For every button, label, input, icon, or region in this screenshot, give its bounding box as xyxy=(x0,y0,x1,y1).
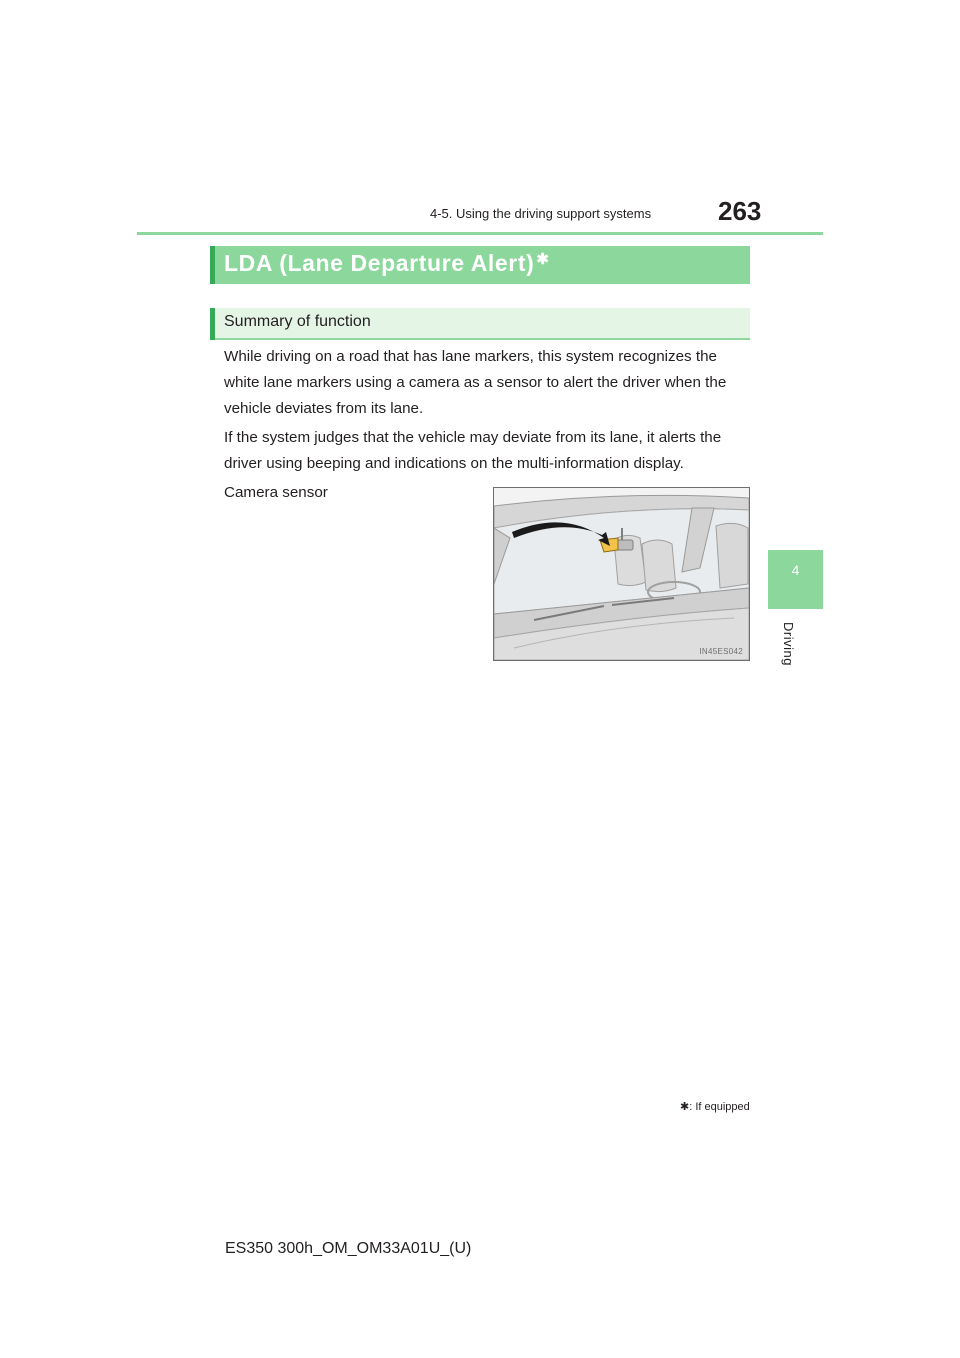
chapter-tab xyxy=(768,550,823,609)
figure-label: Camera sensor xyxy=(224,484,328,501)
header-rule xyxy=(137,232,823,235)
page-number: 263 xyxy=(718,196,762,226)
footnote xyxy=(680,1100,750,1113)
footer-document-code: ES350 300h_OM_OM33A01U_(U) xyxy=(225,1240,472,1257)
figure-code: IN45ES042 xyxy=(699,647,743,656)
windshield-drawing xyxy=(494,488,749,660)
if-equipped-marker: ✱ xyxy=(536,251,550,268)
body-paragraph: If the system judges that the vehicle may deviate from its lane, it alerts the driver using beeping and indications on the multi-information display. xyxy=(224,429,722,472)
subsection-bar xyxy=(210,308,750,340)
title-accent xyxy=(210,246,215,284)
camera-sensor-illustration xyxy=(493,487,750,661)
body-paragraph: While driving on a road that has lane markers, this system recognizes the white lane markers using a camera as a sensor to alert the driver when the vehicle deviates from its lane. xyxy=(224,348,727,417)
header-section-title: 4-5. Using the driving support systems xyxy=(430,206,652,221)
subsection-title: Summary of function xyxy=(224,313,371,330)
section-title xyxy=(224,250,550,277)
footnote-marker: ✱ xyxy=(680,1101,690,1113)
section-title-text: LDA (Lane Departure Alert) xyxy=(224,250,535,276)
subsection-accent xyxy=(210,308,215,340)
section-title-bar xyxy=(210,246,750,284)
footnote-text: : If equipped xyxy=(689,1101,750,1113)
chapter-label: Driving xyxy=(781,622,796,666)
chapter-number: 4 xyxy=(791,562,800,578)
